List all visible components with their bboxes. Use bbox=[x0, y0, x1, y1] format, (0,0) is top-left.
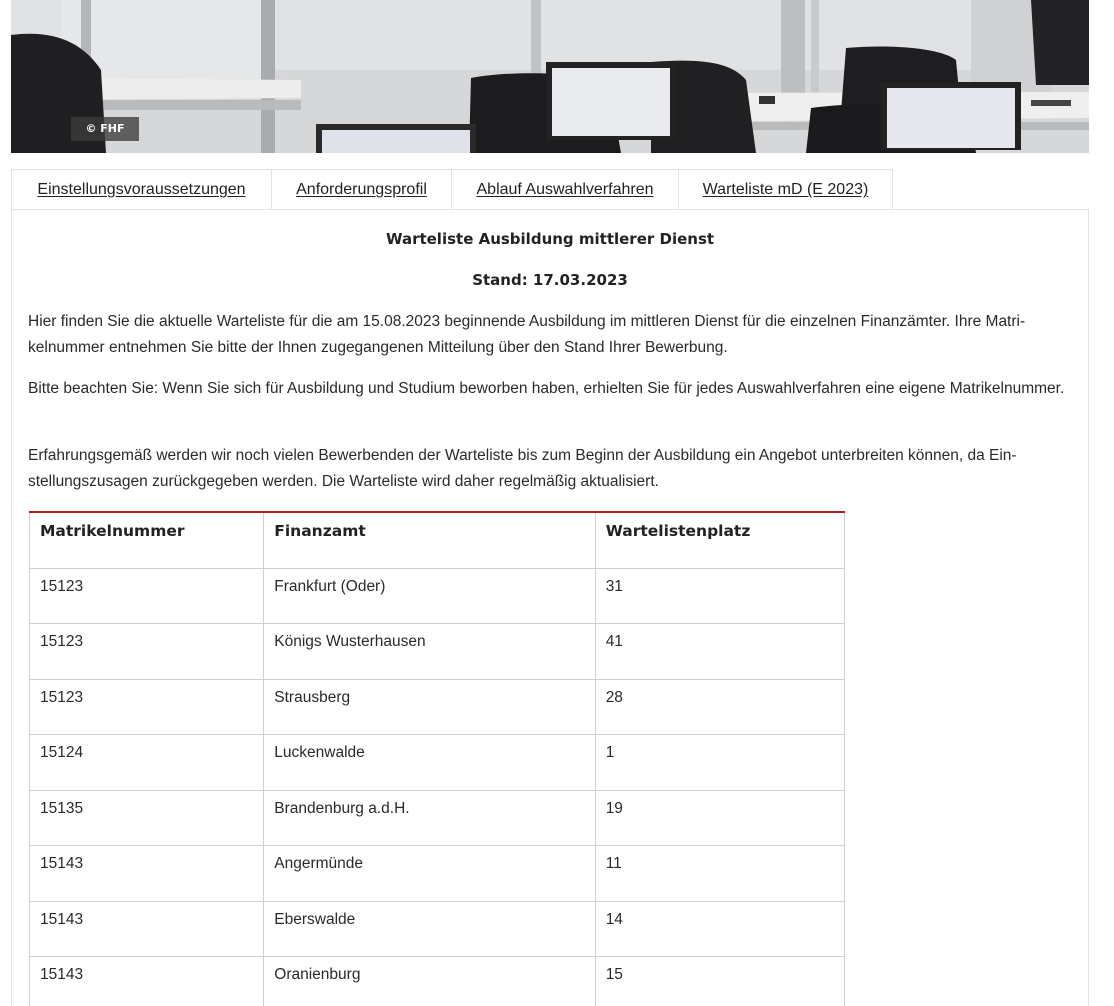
page-title: Warteliste Ausbildung mittlerer Dienst bbox=[385, 230, 715, 248]
cell-wartelistenplatz: 15 bbox=[595, 957, 844, 1006]
cell-matrikelnummer: 15123 bbox=[30, 679, 264, 735]
experience-paragraph: Erfahrungsgemäß werden wir noch vielen Bewerbenden der Warteliste bis zum Beginn der Ausbildung ein Angebot unterbreiten können, da Einstellungszusagen zurückgegeben werden. Die Warteliste wird daher regelmäßig aktualisiert. bbox=[28, 447, 1017, 490]
cell-matrikelnummer: 15143 bbox=[30, 846, 264, 902]
cell-wartelistenplatz: 41 bbox=[595, 624, 844, 680]
cell-finanzamt: Frankfurt (Oder) bbox=[264, 568, 595, 624]
column-header-wartelistenplatz: Wartelistenplatz bbox=[595, 512, 844, 568]
column-header-finanzamt: Finanzamt bbox=[264, 512, 595, 568]
tab-content-panel bbox=[11, 209, 1089, 1006]
cell-wartelistenplatz: 31 bbox=[595, 568, 844, 624]
table-row bbox=[30, 679, 845, 735]
table-header-row bbox=[30, 512, 845, 568]
cell-matrikelnummer: 15143 bbox=[30, 957, 264, 1006]
intro-paragraph: Hier finden Sie die aktuelle Warteliste für die am 15.08.2023 beginnende Ausbildung im mittleren Dienst für die einzelnen Finanzämter. Ihre Matrikelnummer entnehmen Sie bitte der Ihnen zugegangenen Mitteilung über den Stand Ihrer Bewerbung. bbox=[28, 313, 1026, 356]
table-row bbox=[30, 735, 845, 791]
tab-label[interactable]: Einstellungsvoraussetzungen bbox=[37, 181, 246, 198]
tab-einstellungsvoraussetzungen[interactable] bbox=[11, 169, 271, 210]
table-row bbox=[30, 624, 845, 680]
tab-warteliste[interactable] bbox=[678, 169, 893, 210]
tab-bar bbox=[11, 169, 893, 210]
cell-wartelistenplatz: 28 bbox=[595, 679, 844, 735]
tab-anforderungsprofil[interactable] bbox=[271, 169, 451, 210]
cell-finanzamt: Königs Wusterhausen bbox=[264, 624, 595, 680]
cell-matrikelnummer: 15143 bbox=[30, 901, 264, 957]
cell-wartelistenplatz: 1 bbox=[595, 735, 844, 791]
cell-matrikelnummer: 15123 bbox=[30, 568, 264, 624]
cell-matrikelnummer: 15135 bbox=[30, 790, 264, 846]
tab-label[interactable]: Anforderungsprofil bbox=[296, 181, 427, 198]
table-row bbox=[30, 846, 845, 902]
table-row bbox=[30, 790, 845, 846]
cell-matrikelnummer: 15123 bbox=[30, 624, 264, 680]
tab-label[interactable]: Ablauf Auswahlverfahren bbox=[476, 181, 654, 198]
cell-finanzamt: Angermünde bbox=[264, 846, 595, 902]
notice-paragraph: Bitte beachten Sie: Wenn Sie sich für Ausbildung und Studium beworben haben, erhielten Sie für jedes Auswahlverfahren eine eigene Matrikelnummer. bbox=[28, 380, 1065, 397]
table-row bbox=[30, 568, 845, 624]
waiting-list-table bbox=[29, 511, 845, 1006]
cell-wartelistenplatz: 14 bbox=[595, 901, 844, 957]
cell-finanzamt: Eberswalde bbox=[264, 901, 595, 957]
column-header-matrikelnummer: Matrikelnummer bbox=[30, 512, 264, 568]
cell-wartelistenplatz: 19 bbox=[595, 790, 844, 846]
cell-finanzamt: Luckenwalde bbox=[264, 735, 595, 791]
photo-credit: © FHF bbox=[71, 117, 139, 141]
cell-matrikelnummer: 15124 bbox=[30, 735, 264, 791]
cell-wartelistenplatz: 11 bbox=[595, 846, 844, 902]
tab-label[interactable]: Warteliste mD (E 2023) bbox=[702, 181, 869, 198]
tab-ablauf-auswahlverfahren[interactable] bbox=[451, 169, 678, 210]
computer-lab-photo bbox=[11, 0, 1089, 153]
cell-finanzamt: Brandenburg a.d.H. bbox=[264, 790, 595, 846]
table-row bbox=[30, 901, 845, 957]
cell-finanzamt: Strausberg bbox=[264, 679, 595, 735]
table-row bbox=[30, 957, 845, 1006]
cell-finanzamt: Oranienburg bbox=[264, 957, 595, 1006]
stand-date: Stand: 17.03.2023 bbox=[472, 271, 628, 289]
hero-image bbox=[11, 0, 1089, 153]
